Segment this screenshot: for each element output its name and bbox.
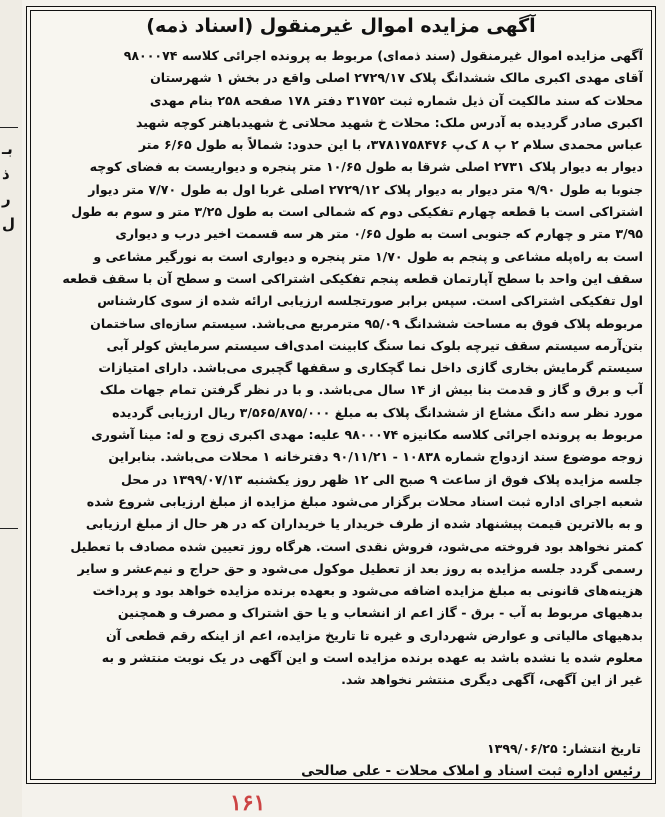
notice-line: محلات که سند مالکیت آن ذیل شماره ثبت ۳۱۷۵۲ دفتر ۱۷۸ صفحه ۲۵۸ بنام مهدی	[149, 92, 643, 108]
notice-line: عباس محمدی سلام ۲ پ ۸ ک‌پ ۳۷۸۱۷۵۸۴۷۶، با این حدود: شمالاً به طول ۶/۶۵ متر	[138, 137, 643, 153]
publish-date: تاریخ انتشار: ۱۳۹۹/۰۶/۲۵	[486, 741, 641, 756]
column-divider	[0, 127, 18, 128]
signature-line: رئیس اداره ثبت اسناد و املاک محلات - علی صالحی	[301, 763, 641, 779]
handwritten-stamp: ۱۶۱	[230, 790, 266, 816]
notice-line: آقای مهدی اکبری مالک ششدانگ پلاک ۲۷۲۹/۱۷ اصلی واقع در بخش ۱ شهرستان	[150, 70, 643, 86]
notice-line: اشتراکی است با قطعه چهارم تفکیکی دوم که شمالی است به طول ۳/۲۵ متر و سوم به طول	[71, 204, 643, 220]
notice-line: بدهیهای مربوط به آب - برق - گاز اعم از انشعاب و یا حق اشتراک و مصرف و همچنین	[117, 605, 643, 621]
notice-line: رسمی گردد جلسه مزایده به روز بعد از تعطیل موکول می‌شود و حق حراج و نیم‌عشر و سایر	[77, 560, 643, 576]
notice-line: ۳/۹۵ متر و چهارم که جنوبی است به طول ۰/۶۵ متر هر سه قسمت اخیر درب و دیواری	[115, 226, 643, 242]
notice-line: بتن‌آرمه سیستم سقف تیرچه بلوک نما سنگ کابینت امدی‌اف سیستم سرمایش کولر آبی	[106, 337, 643, 353]
notice-line: سیستم گرمایش بخاری گازی داخل نما گچکاری و سقفها گچبری می‌باشد. دارای امتیازات	[98, 360, 643, 376]
notice-line: هزینه‌های قانونی به مبلغ مزایده اضافه می‌شود و بعهده برنده مزایده خواهد بود و پرداخت	[92, 583, 643, 599]
notice-line: و به بالاترین قیمت پیشنهاد شده از طرف خریدار یا خریداران که در هر حال از مبلغ ارزیابی	[85, 516, 643, 532]
notice-line: جلسه مزایده پلاک فوق از ساعت ۹ صبح الی ۱۲ ظهر روز یکشنبه ۱۳۹۹/۰۷/۱۳ در محل	[121, 471, 643, 487]
notice-line: شعبه اجرای اداره ثبت اسناد محلات برگزار می‌شود مبلغ مزایده از مبلغ ارزیابی شروع شده	[86, 493, 643, 509]
notice-line: مورد نظر سه دانگ مشاع از ششدانگ پلاک به مبلغ ۳/۵۶۵/۸۷۵/۰۰۰ ریال ارزیابی گردیده	[112, 404, 643, 420]
notice-title: آگهی مزایده اموال غیرمنقول (اسناد ذمه)	[146, 15, 536, 37]
notice-line: است به راه‌پله مشاعی و پنجم به طول ۱/۷۰ متر پنجره و دیواری است به نورگیر مشاعی و	[93, 248, 643, 264]
notice-inner-border	[30, 10, 652, 780]
notice-line: اول تفکیکی اشتراکی است. سپس برابر صورتجلسه ارزیابی ارائه شده از سوی کارشناس	[97, 293, 643, 309]
notice-line: آگهی مزایده اموال غیرمنقول (سند ذمه‌ای) مربوط به پرونده اجرائی کلاسه ۹۸۰۰۰۷۴	[123, 48, 643, 63]
notice-line: مربوط به پرونده اجرائی کلاسه مکانیزه ۹۸۰۰۰۷۴ علیه: مهدی اکبری زوج و له: مینا آشوری	[91, 427, 643, 443]
notice-line: معلوم شده یا نشده باشد به عهده برنده مزایده است و این آگهی در یک نوبت منتشر و به	[101, 650, 643, 666]
notice-line: دیوار به دیوار پلاک ۲۷۳۱ اصلی شرقا به طول ۱۰/۶۵ متر پنجره و دیواریست به فضای کوچه	[89, 159, 643, 175]
column-divider	[0, 528, 18, 529]
notice-line: آب و برق و گاز و قدمت بنا بیش از ۱۴ سال می‌باشد. و با در نظر گرفتن تمام جهات ملک	[99, 382, 643, 398]
column-text-fragment: ل	[2, 215, 16, 233]
column-text-fragment: ذ	[2, 165, 10, 183]
notice-line: غیر از این آگهی، آگهی دیگری منتشر نخواهد شد.	[341, 672, 643, 688]
notice-line: کمتر نخواهد بود فروخته می‌شود، فروش نقدی است. هرگاه روز تعیین شده مصادف با تعطیل	[70, 538, 643, 554]
notice-line: زوجه موضوع سند ازدواج شماره ۱۰۸۳۸ - ۹۰/۱۱/۲۱ دفترخانه ۱ محلات می‌باشد. بنابراین	[108, 449, 643, 465]
adjacent-column-fragment	[0, 0, 22, 817]
notice-line: اکبری صادر گردیده به آدرس ملک: محلات خ شهید محلاتی خ شهیدباهنر کوچه شهید	[135, 114, 643, 130]
notice-line: بدهیهای مالیاتی و عوارض شهرداری و غیره تا تاریخ مزایده، اعم از اینکه رقم قطعی آن	[105, 627, 643, 643]
notice-line: سقف این واحد با سطح آپارتمان قطعه پنجم تفکیکی اشتراکی است و سطح آن با سقف قطعه	[62, 270, 643, 286]
column-text-fragment: ر	[2, 190, 11, 208]
notice-line: مربوطه پلاک فوق به مساحت ششدانگ ۹۵/۰۹ مترمربع می‌باشد. سیستم سازه‌ای ساختمان	[90, 315, 643, 331]
notice-line: جنوبا به طول ۹/۹۰ متر دیوار به دیوار پلاک ۲۷۲۹/۱۲ اصلی غربا اول به طول ۷/۷۰ متر دیوار	[88, 181, 643, 197]
column-text-fragment: بـ	[2, 140, 13, 158]
notice-frame	[26, 6, 656, 784]
notice-body	[39, 45, 643, 692]
